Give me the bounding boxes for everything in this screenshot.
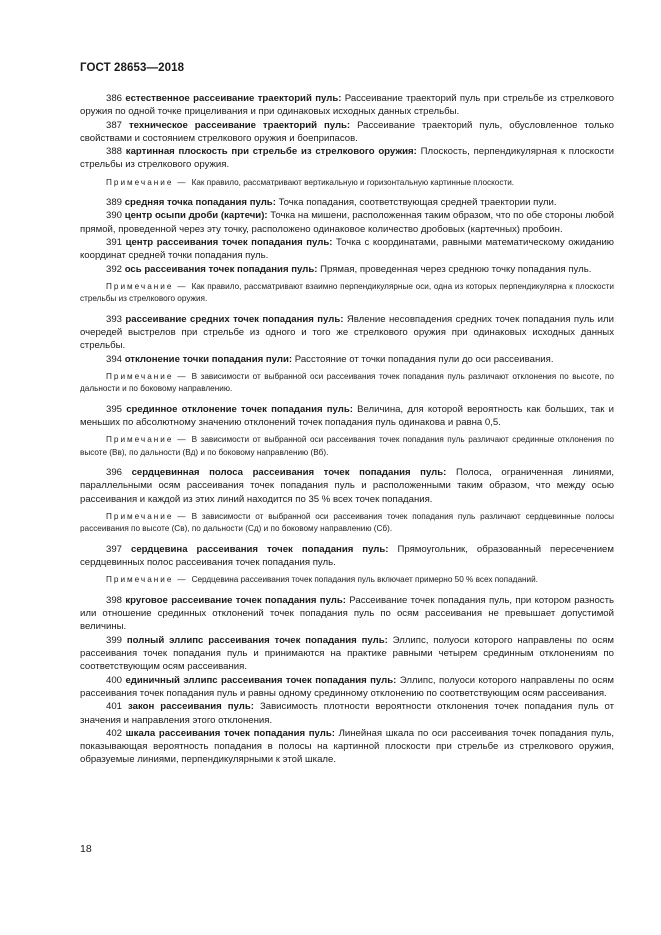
note [80,371,614,396]
term-title: техническое рассеивание траекторий пуль: [128,119,351,131]
terms-section [80,92,614,767]
term-definition: Прямоугольник, образованный пересечением сердцевинных полос рассеивания точек попадания пуль. [80,543,614,569]
note-text: В зависимости от выбранной оси рассеивания точек попадания пуль различают срединные отклонения по высоте (Вв), по дальности (Вд) и по боковому направлению (Вб). [80,435,614,457]
term-definition: Зависимость плотности вероятности отклонения точек попадания пуль от значения и направления этого отклонения. [80,701,615,726]
term-title: сердцевинная полоса рассеивания точек попадания пуль: [131,467,447,479]
term-title: шкала рассеивания точек попадания пуль: [125,727,335,739]
term-title: сердцевина рассеивания точек попадания пуль: [130,543,389,555]
term-396 [80,466,614,506]
note-label: Примечание [106,512,174,522]
note-dash: — [177,435,186,445]
term-definition: Линейная шкала по оси рассеивания точек попадания пуль, показывающая вероятность попадания в полосы на картинной плоскости при стрельбе из стрелкового оружия, образуемые линиями, перпендикулярными к этой шкале. [80,727,614,766]
term-title: средняя точка попадания пуль: [124,197,276,209]
term-395 [80,403,614,430]
note-text: В зависимости от выбранной оси рассеивания точек попадания пуль различают отклонения по высоте, по дальности и по боковому направлению. [80,371,614,394]
term-number: 388 [106,146,123,158]
note [80,574,614,586]
term-399 [80,634,614,674]
term-title: единичный эллипс рассеивания точек попадания пуль: [125,674,397,686]
note-dash: — [177,575,186,585]
term-definition: Эллипс, полуоси которого направлены по осям рассеивания точек попадания пуль и равны одному срединному отклонению по соответствующим осям рассеивания. [80,674,615,699]
term-definition: Рассеивание точек попадания пуль, при котором разность или отношение срединных отклонений точек попадания пуль по осям рассеивания не превышает допустимой величины. [80,594,614,633]
term-definition: Точка с координатами, равными математическому ожиданию координат средней точки попадания пуль. [80,237,614,262]
term-number: 401 [106,701,123,713]
note-text: Сердцевина рассеивания точек попадания пуль включает примерно 50 % всех попаданий. [191,575,538,585]
note-text: Как правило, рассматривают взаимно перпендикулярные оси, одна из которых перпендикулярна к плоскости стрельбы из стрелкового оружия. [80,281,614,304]
term-title: картинная плоскость при стрельбе из стрелкового оружия: [125,146,417,158]
term-389 [80,196,614,209]
term-number: 398 [106,594,123,606]
note-text: Как правило, рассматривают вертикальную и горизонтальную картинные плоскости. [191,177,515,187]
term-392 [80,263,614,276]
term-number: 391 [106,237,123,249]
note-label: Примечание [106,435,174,445]
term-title: полный эллипс рассеивания точек попадания пуль: [126,634,388,646]
note-label: Примечание [106,371,174,381]
term-number: 396 [106,467,123,479]
term-definition: Точка попадания, соответствующая средней траектории пули. [278,197,557,209]
term-definition: Полоса, ограниченная линиями, параллельными осям рассеивания точек попадания пуль и расположенными таким образом, что между осью рассеивания и каждой из этих линий находится по 35 % всех точек попадания. [80,467,615,505]
term-number: 399 [106,634,123,646]
note-label: Примечание [106,281,174,291]
term-number: 395 [106,403,123,415]
document-header: ГОСТ 28653—2018 [80,62,185,74]
term-393 [80,313,614,353]
term-number: 402 [106,727,123,739]
term-401 [80,700,614,727]
note-dash: — [177,281,186,291]
term-definition: Явление несовпадения средних точек попадания пуль или очередей выстрелов при стрельбе из одного и того же стрелкового оружия при одинаковых исходных данных стрельбы. [80,313,614,352]
term-386 [80,92,614,119]
term-number: 387 [106,119,123,131]
term-definition: Рассеивание траекторий пуль, обусловленное только свойствами и состоянием стрелкового оружия и боеприпасов. [80,119,615,144]
note-label: Примечание [106,177,174,187]
term-title: естественное рассеивание траекторий пуль: [125,93,342,104]
term-number: 392 [106,263,123,275]
note-dash: — [177,371,186,381]
term-388 [80,145,614,172]
term-400 [80,674,614,701]
note-text: В зависимости от выбранной оси рассеивания точек попадания пуль различают сердцевинные полосы рассеивания по высоте (Св), по дальности (Сд) и по боковому направлению (Сб). [80,512,614,534]
term-title: рассеивание средних точек попадания пуль: [125,313,344,325]
term-title: центр рассеивания точек попадания пуль: [125,237,333,249]
term-number: 394 [106,353,123,365]
term-number: 386 [106,93,123,104]
term-number: 389 [106,197,123,209]
term-title: круговое рассеивание точек попадания пуль: [125,594,346,606]
term-title: центр осыпи дроби (картечи): [124,210,268,222]
term-definition: Расстояние от точки попадания пули до оси рассеивания. [294,353,554,365]
note-dash: — [177,512,186,522]
term-number: 397 [106,543,123,555]
note [80,434,614,459]
term-title: отклонение точки попадания пули: [124,353,293,365]
note [80,281,614,306]
term-number: 393 [106,313,123,325]
term-definition: Плоскость, перпендикулярная к плоскости стрельбы из стрелкового оружия. [80,146,614,171]
term-definition: Рассеивание траекторий пуль при стрельбе из стрелкового оружия по одной точке прицеливания и при одинаковых исходных данных стрельбы. [80,93,615,118]
note [80,511,614,536]
term-402 [80,727,614,767]
term-definition: Прямая, проведенная через среднюю точку попадания пуль. [320,263,592,275]
term-397 [80,543,614,570]
term-title: срединное отклонение точек попадания пуль: [126,403,353,415]
term-definition: Величина, для которой вероятность как больших, так и меньших по абсолютному значению отклонений точек попадания пуль одинакова и равна 0,5. [80,403,615,429]
term-definition: Точка на мишени, расположенная таким образом, что по обе стороны любой прямой, проведенной через эту точку, расположено одинаковое количество дробовых (картечных) пробоин. [80,210,614,235]
term-definition: Эллипс, полуоси которого направлены по осям рассеивания точек попадания пуль и принимаются на практике равными четырем срединным отклонениям по соответствующим осям рассеивания. [80,634,614,673]
term-398 [80,594,614,634]
term-387 [80,119,614,146]
term-391 [80,236,614,263]
term-title: ось рассеивания точек попадания пуль: [124,263,318,275]
note-dash: — [177,177,186,187]
term-number: 400 [106,674,123,686]
page-number: 18 [80,843,92,855]
term-title: закон рассеивания пуль: [128,701,254,713]
term-394 [80,353,614,366]
note [80,177,614,189]
term-390 [80,209,614,236]
term-number: 390 [106,210,123,222]
note-label: Примечание [106,575,174,585]
